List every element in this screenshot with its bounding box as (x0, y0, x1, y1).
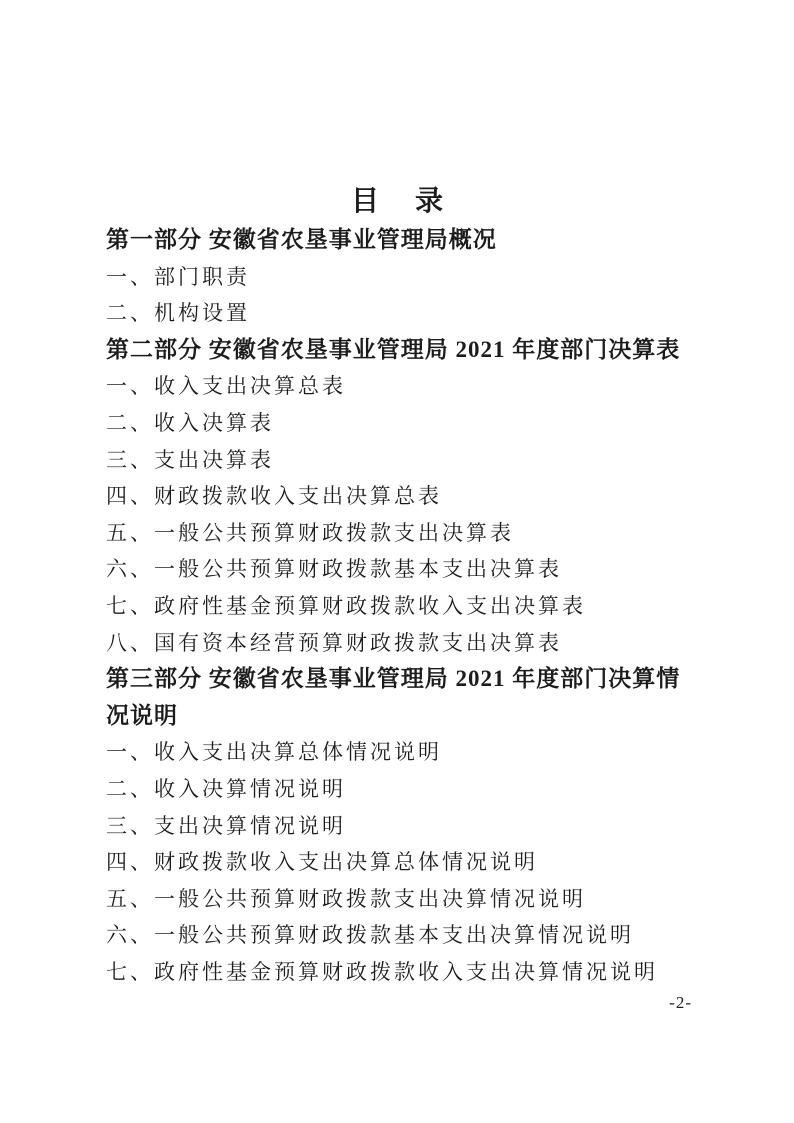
toc-item: 二、收入决算表 (106, 410, 274, 435)
section-heading-part3-line2: 况说明 (106, 702, 178, 728)
toc-item: 三、支出决算情况说明 (106, 813, 346, 838)
toc-item: 六、一般公共预算财政拨款基本支出决算表 (106, 557, 562, 582)
toc-item: 六、一般公共预算财政拨款基本支出决算情况说明 (106, 923, 634, 948)
toc-item: 五、一般公共预算财政拨款支出决算情况说明 (106, 886, 586, 911)
toc-item: 一、部门职责 (106, 264, 250, 289)
toc-item: 七、政府性基金预算财政拨款收入支出决算情况说明 (106, 959, 658, 984)
table-of-contents (106, 182, 692, 1016)
page-number: -2- (669, 993, 692, 1013)
toc-item: 五、一般公共预算财政拨款支出决算表 (106, 520, 514, 545)
section-heading-part3-line1: 第三部分 安徽省农垦事业管理局 2021 年度部门决算情 (106, 666, 681, 692)
page-title: 目 录 (350, 186, 447, 217)
toc-item: 八、国有资本经营预算财政拨款支出决算表 (106, 630, 562, 655)
section-heading-part2: 第二部分 安徽省农垦事业管理局 2021 年度部门决算表 (106, 336, 681, 362)
section-heading-part1: 第一部分 安徽省农垦事业管理局概况 (106, 227, 497, 252)
toc-item: 一、收入支出决算总表 (106, 374, 346, 399)
toc-item: 四、财政拨款收入支出决算总体情况说明 (106, 850, 538, 875)
toc-item: 一、收入支出决算总体情况说明 (106, 740, 442, 765)
toc-item: 二、机构设置 (106, 301, 250, 326)
toc-item: 三、支出决算表 (106, 447, 274, 472)
toc-item: 四、财政拨款收入支出决算总表 (106, 484, 442, 509)
toc-item: 七、政府性基金预算财政拨款收入支出决算表 (106, 593, 586, 618)
toc-item: 二、收入决算情况说明 (106, 776, 346, 801)
